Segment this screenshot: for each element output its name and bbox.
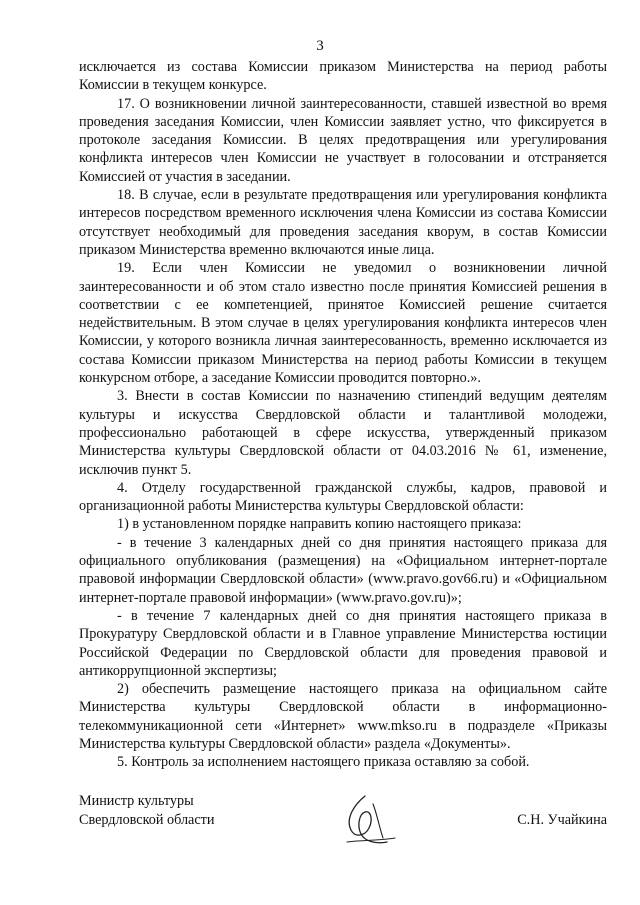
paragraph-item-19: 19. Если член Комиссии не уведомил о возникновении личной заинтересованности и об этом стало известно после принятия Комиссией решения в соответствии с ее компетенцией, принятое Комиссией решение считается недействительным. В этом случае в целях урегулирования конфликта интересов член Комиссии, у которого возникла личная заинтересованность, временно исключается из состава Комиссии приказом Министерства на период работы Комиссии в текущем конкурсном отборе, а заседание Комиссии проводится повторно.». — [79, 260, 607, 387]
document-body — [79, 58, 607, 772]
handwritten-signature — [325, 790, 405, 850]
signature-block — [79, 792, 607, 852]
paragraph-item-4: 4. Отделу государственной гражданской службы, кадров, правовой и организационной работы Министерства культуры Свердловской области: — [79, 479, 607, 515]
page-number: 3 — [316, 38, 324, 54]
signer-name: С.Н. Учайкина — [517, 812, 607, 828]
paragraph-bullet-publication: - в течение 3 календарных дней со дня принятия настоящего приказа для официального опубликования (размещения) на «Официальном интернет-портале правовой информации Свердловской области» (www.pravo.gov66.ru) и «Официальном интернет-портале правовой информации» (www.pravo.gov.ru)»; — [79, 534, 607, 606]
paragraph-item-3: 3. Внести в состав Комиссии по назначению стипендий ведущим деятелям культуры и искусства Свердловской области и талантливой молодежи, профессионально работающей в сфере искусства, утвержденный приказом Министерства культуры Свердловской области от 04.03.2016 № 61, изменение, исключив пункт 5. — [79, 388, 607, 478]
paragraph-subitem-2: 2) обеспечить размещение настоящего приказа на официальном сайте Министерства культуры Свердловской области в информационно-телекоммуникационной сети «Интернет» www.mkso.ru в подразделе «Приказы Министерства культуры Свердловской области» раздела «Документы». — [79, 681, 607, 752]
paragraph-subitem-1: 1) в установленном порядке направить копию настоящего приказа: — [117, 516, 522, 533]
paragraph-item-17: 17. О возникновении личной заинтересованности, ставшей известной во время проведения заседания Комиссии, член Комиссии заявляет устно, что фиксируется в протоколе заседания Комиссии. В целях предотвращения или урегулирования конфликта интересов член Комиссии не участвует в голосовании и отстраняется Комиссией от участия в заседании. — [79, 95, 607, 185]
signer-title-line2: Свердловской области — [79, 812, 215, 828]
paragraph-bullet-prosecutor: - в течение 7 календарных дней со дня принятия настоящего приказа в Прокуратуру Свердловской области и в Главное управление Министерства юстиции Российской Федерации по Свердловской области для проведения правовой и антикоррупционной экспертизы; — [79, 607, 607, 679]
paragraph-continuation: исключается из состава Комиссии приказом Министерства на период работы Комиссии в текущем конкурсе. — [79, 59, 607, 94]
signer-title-line1: Министр культуры — [79, 793, 194, 809]
paragraph-item-5: 5. Контроль за исполнением настоящего приказа оставляю за собой. — [117, 754, 530, 771]
signer-title — [79, 792, 214, 830]
paragraph-item-18: 18. В случае, если в результате предотвращения или урегулирования конфликта интересов посредством временного исключения члена Комиссии из состава Комиссии отсутствует необходимый для проведения заседания кворум, в состав Комиссии приказом Министерства временно включаются иные лица. — [79, 187, 607, 258]
